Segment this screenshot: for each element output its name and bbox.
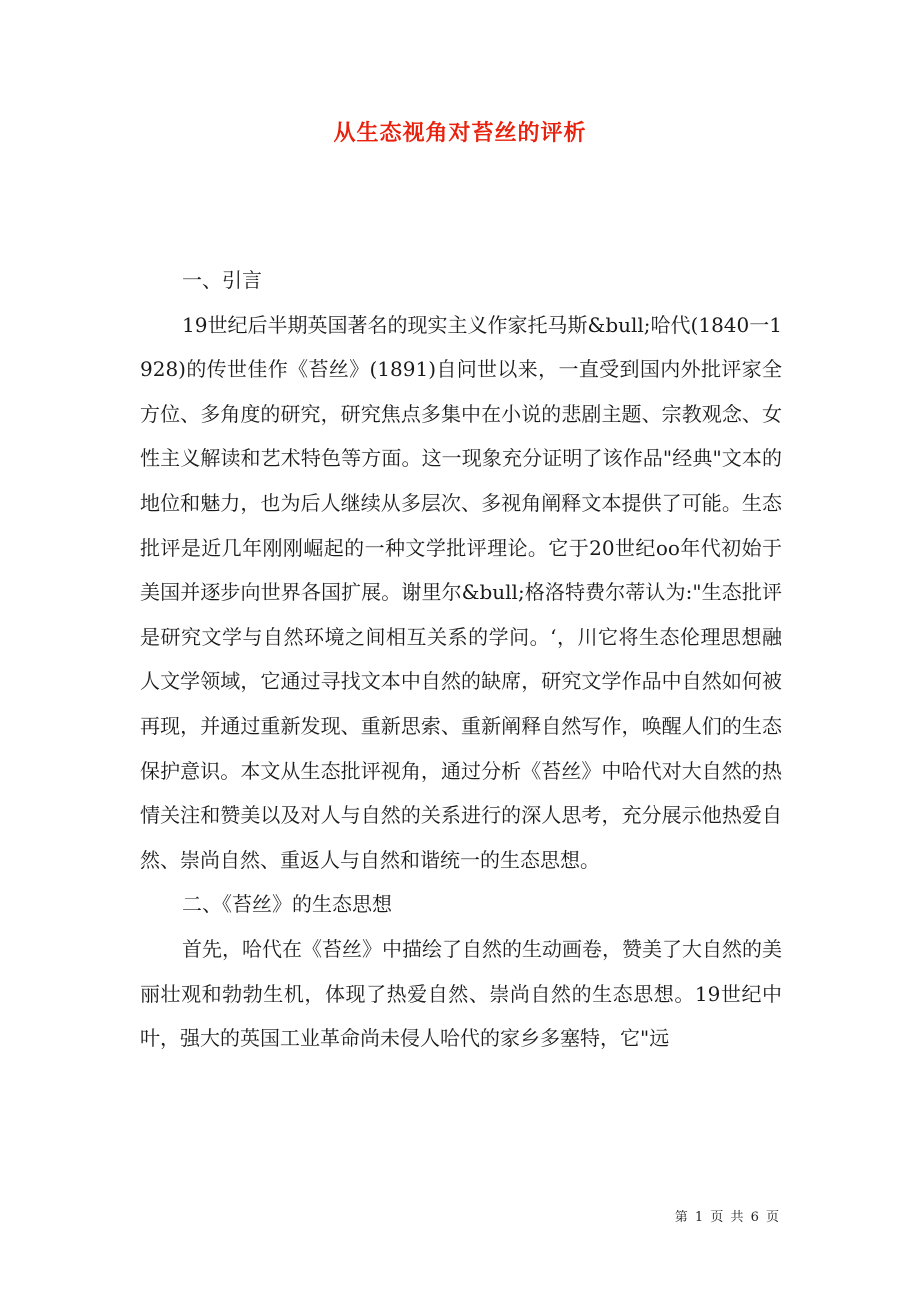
document-body bbox=[140, 258, 782, 1061]
body-paragraph: 首先，哈代在《苔丝》中描绘了自然的生动画卷，赞美了大自然的美丽壮观和勃勃生机，体现了热爱自然、崇尚自然的生态思想。19世纪中叶，强大的英国工业革命尚未侵人哈代的家乡多塞特，它"远 bbox=[140, 936, 782, 1051]
page-number-footer: 第 1 页 共 6 页 bbox=[674, 1210, 779, 1225]
body-paragraph: 19世纪后半期英国著名的现实主义作家托马斯&bull;哈代(1840一1928)的传世佳作《苔丝》(1891)自问世以来，一直受到国内外批评家全方位、多角度的研究，研究焦点多集中在小说的悲剧主题、宗教观念、女性主义解读和艺术特色等方面。这一现象充分证明了该作品"经典"文本的地位和魅力，也为后人继续从多层次、多视角阐释文本提供了可能。生态批评是近几年刚刚崛起的一种文学批评理论。它于20世纪oo年代初始于美国并逐步向世界各国扩展。谢里尔&bull;格洛特费尔蒂认为:"生态批评是研究文学与自然环境之间相互关系的学问。‘，川它将生态伦理思想融人文学领域，它通过寻找文本中自然的缺席，研究文学作品中自然如何被再现，并通过重新发现、重新思索、重新阐释自然写作，唤醒人们的生态保护意识。本文从生态批评视角，通过分析《苔丝》中哈代对大自然的热情关注和赞美以及对人与自然的关系进行的深人思考，充分展示他热爱自然、崇尚自然、重返人与自然和谐统一的生态思想。 bbox=[140, 312, 782, 872]
section-heading-introduction: 一、引言 bbox=[182, 268, 262, 292]
document-title: 从生态视角对苔丝的评析 bbox=[333, 120, 587, 146]
section-heading-ecological-thought: 二、《苔丝》的生态思想 bbox=[182, 892, 392, 917]
